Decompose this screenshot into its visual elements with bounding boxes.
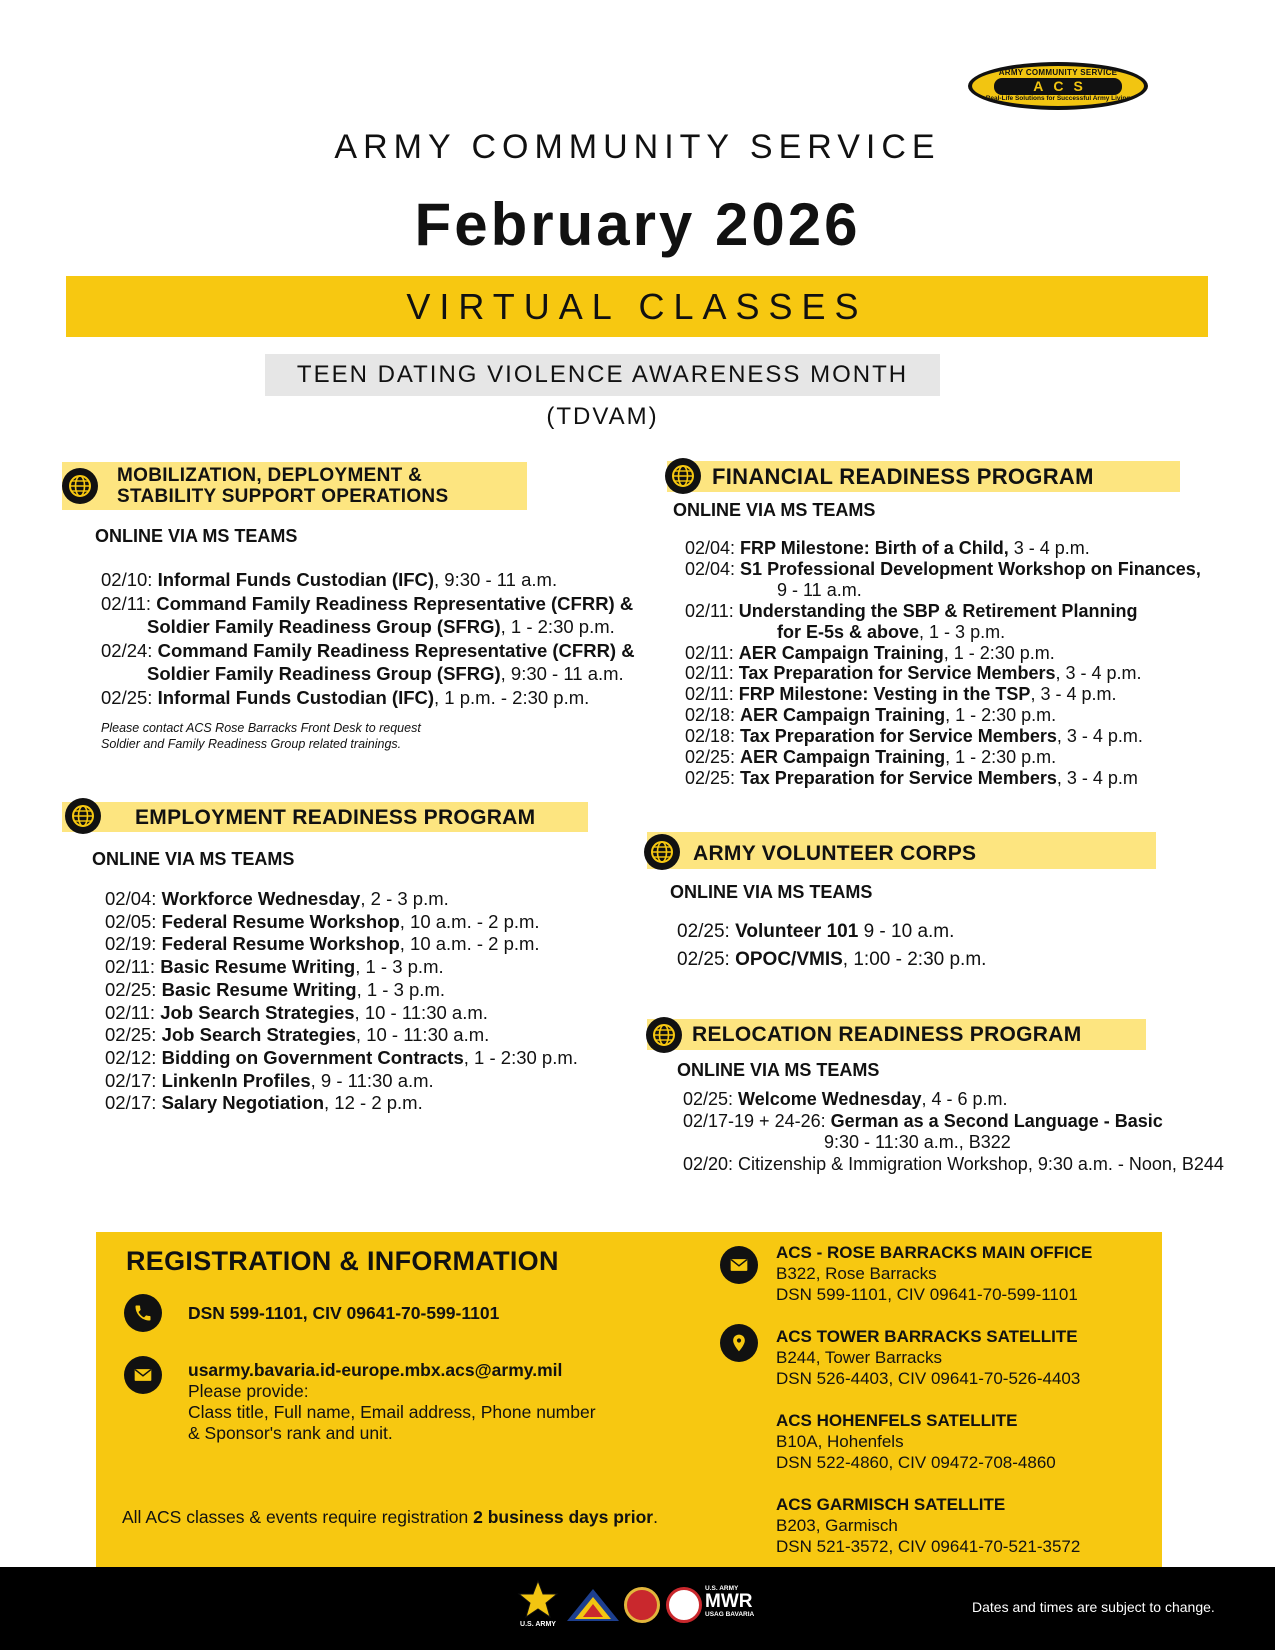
list-item: 02/04: FRP Milestone: Birth of a Child, 3 - 4 p.m. [685, 538, 1090, 558]
registration-email[interactable]: usarmy.bavaria.id-europe.mbx.acs@army.mil [188, 1360, 563, 1380]
garrison-seal-icon [624, 1587, 660, 1623]
theme-banner: TEEN DATING VIOLENCE AWARENESS MONTH (TDVAM) [265, 354, 940, 396]
office-hohenfels: ACS HOHENFELS SATELLITE B10A, Hohenfels DSN 522-4860, CIV 09472-708-4860 [776, 1411, 1056, 1472]
list-item: 02/24: Command Family Readiness Representative (CFRR) & [101, 639, 635, 661]
footer-disclaimer: Dates and times are subject to change. [972, 1599, 1215, 1615]
list-item: 02/25: Basic Resume Writing, 1 - 3 p.m. [105, 978, 445, 1000]
registration-box [96, 1232, 1162, 1567]
list-item: 02/04: Workforce Wednesday, 2 - 3 p.m. [105, 888, 449, 909]
list-item: 02/11: Understanding the SBP & Retirement Planning [685, 600, 1138, 621]
list-item: 02/25: Welcome Wednesday, 4 - 6 p.m. [683, 1089, 1008, 1109]
mobilization-title [117, 465, 448, 507]
list-item: 02/25: AER Campaign Training, 1 - 2:30 p.m. [685, 747, 1057, 768]
financial-class-list [685, 538, 1201, 789]
logo-acs-text: ACS [994, 78, 1122, 95]
mobilization-online-label: ONLINE VIA MS TEAMS [95, 526, 298, 546]
footer-bar [0, 1567, 1275, 1650]
globe-icon [646, 1017, 682, 1053]
financial-online-label: ONLINE VIA MS TEAMS [673, 500, 876, 520]
list-item: Soldier Family Readiness Group (SFRG), 9:30 - 11 a.m. [147, 663, 624, 685]
registration-note: All ACS classes & events require registration 2 business days prior. [122, 1507, 658, 1527]
logo-top-text: ARMY COMMUNITY SERVICE [998, 68, 1118, 77]
us-army-logo [516, 1579, 560, 1631]
list-item: 9 - 11 a.m. [777, 579, 862, 600]
list-item: 02/20: Citizenship & Immigration Workshop, 9:30 a.m. - Noon, B244 [683, 1153, 1224, 1174]
list-item: 02/10: Informal Funds Custodian (IFC), 9:30 - 11 a.m. [101, 569, 558, 590]
mobilization-title-line2: STABILITY SUPPORT OPERATIONS [117, 486, 449, 507]
registration-provide-label: Please provide: [188, 1381, 309, 1401]
list-item: 02/11: Command Family Readiness Representative (CFRR) & [101, 592, 634, 614]
list-item: 02/25: Informal Funds Custodian (IFC), 1 p.m. - 2:30 p.m. [101, 686, 590, 708]
virtual-classes-band: VIRTUAL CLASSES [66, 276, 1208, 337]
relocation-class-list [683, 1089, 1224, 1175]
list-item: for E-5s & above, 1 - 3 p.m. [777, 621, 1006, 642]
mwr-logo: U.S. ARMY MWR USAG BAVARIA [705, 1585, 755, 1618]
mobilization-title-line1: MOBILIZATION, DEPLOYMENT & [117, 465, 423, 486]
us-army-label: U.S. ARMY [520, 1621, 556, 1628]
financial-title: FINANCIAL READINESS PROGRAM [712, 464, 1094, 489]
list-item: 02/11: Job Search Strategies, 10 - 11:30 a.m. [105, 1001, 488, 1023]
list-item: 02/18: Tax Preparation for Service Members, 3 - 4 p.m. [685, 726, 1143, 747]
phone-icon [124, 1294, 162, 1332]
globe-icon [65, 798, 101, 834]
registration-provide-fields: Class title, Full name, Email address, Phone number [188, 1402, 596, 1422]
mobilization-class-list [101, 568, 635, 710]
list-item: 02/25: OPOC/VMIS, 1:00 - 2:30 p.m. [677, 949, 987, 970]
employment-title: EMPLOYMENT READINESS PROGRAM [135, 806, 536, 829]
location-pin-icon [720, 1324, 758, 1362]
list-item: 9:30 - 11:30 a.m., B322 [824, 1132, 1011, 1152]
registration-title: REGISTRATION & INFORMATION [126, 1246, 559, 1276]
list-item: Soldier Family Readiness Group (SFRG), 1 - 2:30 p.m. [147, 616, 615, 638]
office-rose-barracks: ACS - ROSE BARRACKS MAIN OFFICE B322, Rose Barracks DSN 599-1101, CIV 09641-70-599-1101 [776, 1243, 1093, 1304]
list-item: 02/11: AER Campaign Training, 1 - 2:30 p.m. [685, 642, 1055, 663]
globe-icon [644, 834, 680, 870]
page-subtitle: ARMY COMMUNITY SERVICE [334, 128, 941, 166]
list-item: 02/12: Bidding on Government Contracts, 1 - 2:30 p.m. [105, 1046, 578, 1068]
envelope-icon [720, 1246, 758, 1284]
list-item: 02/17-19 + 24-26: German as a Second Language - Basic [683, 1110, 1163, 1131]
list-item: 02/04: S1 Professional Development Workshop on Finances, [685, 558, 1201, 579]
employment-class-list [105, 888, 578, 1115]
employment-online-label: ONLINE VIA MS TEAMS [92, 849, 295, 869]
list-item: 02/25: Tax Preparation for Service Members, 3 - 4 p.m [685, 767, 1138, 788]
relocation-online-label: ONLINE VIA MS TEAMS [677, 1060, 880, 1080]
volunteer-title: ARMY VOLUNTEER CORPS [693, 842, 977, 865]
email-icon [124, 1356, 162, 1394]
list-item: 02/19: Federal Resume Workshop, 10 a.m. - 2 p.m. [105, 933, 540, 955]
relocation-title: RELOCATION READINESS PROGRAM [692, 1023, 1082, 1046]
volunteer-class-list [677, 918, 986, 974]
list-item: 02/05: Federal Resume Workshop, 10 a.m. - 2 p.m. [105, 910, 540, 932]
registration-provide-sponsor: & Sponsor's rank and unit. [188, 1423, 393, 1443]
acs-logo [968, 62, 1148, 110]
list-item: 02/11: Tax Preparation for Service Members, 3 - 4 p.m. [685, 663, 1142, 684]
logo-tagline: Real-Life Solutions for Successful Army Living [985, 95, 1131, 102]
globe-icon [665, 458, 701, 494]
registration-phone: DSN 599-1101, CIV 09641-70-599-1101 [188, 1303, 500, 1323]
list-item: 02/18: AER Campaign Training, 1 - 2:30 p.m. [685, 705, 1057, 726]
list-item: 02/11: FRP Milestone: Vesting in the TSP, 3 - 4 p.m. [685, 684, 1117, 705]
bavaria-seal-icon [666, 1587, 702, 1623]
office-garmisch: ACS GARMISCH SATELLITE B203, Garmisch DSN 521-3572, CIV 09641-70-521-3572 [776, 1495, 1081, 1556]
list-item: 02/17: Salary Negotiation, 12 - 2 p.m. [105, 1092, 423, 1114]
page-title: February 2026 [414, 191, 861, 258]
mobilization-note: Please contact ACS Rose Barracks Front Desk to request Soldier and Family Readiness Group related trainings. [101, 721, 421, 751]
list-item: 02/25: Job Search Strategies, 10 - 11:30 a.m. [105, 1024, 490, 1046]
seventh-army-logo [565, 1587, 621, 1623]
list-item: 02/17: LinkenIn Profiles, 9 - 11:30 a.m. [105, 1069, 434, 1091]
volunteer-online-label: ONLINE VIA MS TEAMS [670, 882, 873, 902]
globe-icon [62, 468, 98, 504]
office-tower-barracks: ACS TOWER BARRACKS SATELLITE B244, Tower Barracks DSN 526-4403, CIV 09641-70-526-4403 [776, 1327, 1081, 1388]
list-item: 02/11: Basic Resume Writing, 1 - 3 p.m. [105, 956, 444, 978]
list-item: 02/25: Volunteer 101 9 - 10 a.m. [677, 921, 955, 942]
